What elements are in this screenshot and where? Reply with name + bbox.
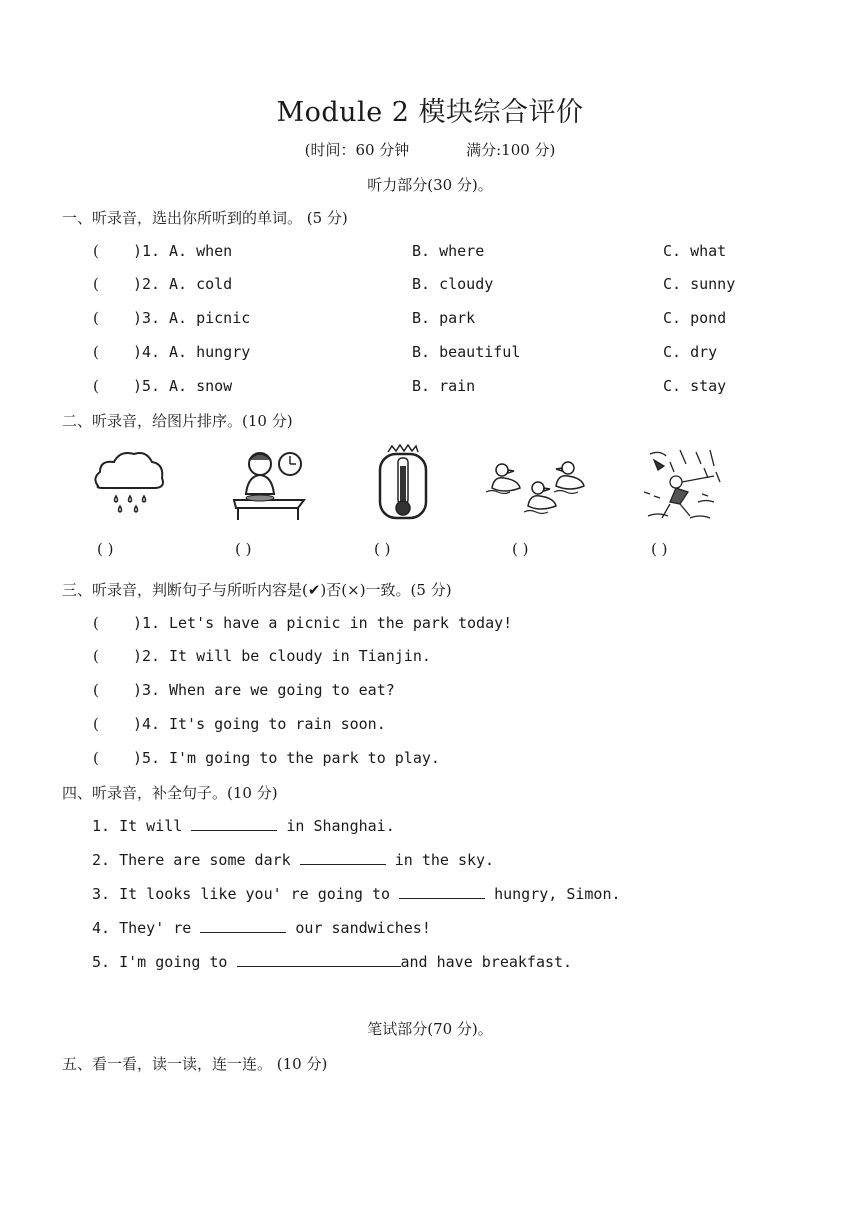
sentence: It's going to rain soon. [169,715,386,733]
answer-blank[interactable] [200,918,286,933]
item-number: 2. [92,851,111,869]
rain-cloud-icon [90,448,168,518]
answer-blank[interactable] [399,884,485,899]
picture-order-paren: ( ) [651,540,668,558]
sentence-start: It looks like you' re going to [119,885,391,903]
sentence: When are we going to eat? [169,681,395,699]
sentence-end: in the sky. [394,851,495,869]
option-a: A. cold [169,275,233,293]
answer-paren: ( [93,647,99,665]
section4-heading: 四、听录音，补全句子。(10 分) [62,784,278,802]
sentence-end: our sandwiches! [295,919,431,937]
item-number: 3. [92,885,111,903]
item-number: )3. [133,309,161,327]
fill-blank-item [92,952,572,971]
item-number: )4. [133,715,161,733]
answer-blank[interactable] [191,816,277,831]
option-c: C. what [663,242,727,260]
item-number: )2. [133,647,161,665]
sentence: It will be cloudy in Tianjin. [169,647,431,665]
picture-order-paren: ( ) [97,540,114,558]
sentence-start: I'm going to [119,953,228,971]
option-c: C. stay [663,377,727,395]
writing-heading: 笔试部分(70 分)。 [367,1020,493,1038]
answer-paren: ( [93,309,99,327]
option-b: B. where [412,242,485,260]
storm-icon [640,446,724,526]
exam-score: 满分:100 分) [466,141,556,159]
answer-paren: ( [93,614,99,632]
boy-eating-icon [228,444,310,522]
option-b: B. cloudy [412,275,494,293]
item-number: )1. [133,242,161,260]
option-b: B. park [412,309,476,327]
page-title: Module 2 模块综合评价 [276,97,584,128]
item-number: )4. [133,343,161,361]
fill-blank-item [92,918,431,937]
answer-paren: ( [93,715,99,733]
exam-info [0,139,860,160]
item-number: )2. [133,275,161,293]
answer-paren: ( [93,749,99,767]
fill-blank-item [92,816,395,835]
option-a: A. snow [169,377,233,395]
ducks-icon [484,456,592,520]
answer-paren: ( [93,242,99,260]
sentence-start: There are some dark [119,851,291,869]
exam-time: (时间：60 分钟 [304,141,410,159]
option-c: C. pond [663,309,727,327]
section5-heading: 五、看一看，读一读，连一连。 (10 分) [62,1055,328,1073]
option-b: B. rain [412,377,476,395]
fill-blank-item [92,850,494,869]
answer-paren: ( [93,343,99,361]
option-a: A. picnic [169,309,251,327]
listening-heading: 听力部分(30 分)。 [367,176,493,194]
answer-paren: ( [93,377,99,395]
sentence: I'm going to the park to play. [169,749,440,767]
fill-blank-item [92,884,621,903]
option-c: C. dry [663,343,718,361]
option-c: C. sunny [663,275,736,293]
sentence-start: They' re [119,919,192,937]
item-number: )3. [133,681,161,699]
picture-order-paren: ( ) [235,540,252,558]
thermometer-icon [374,444,432,524]
item-number: 4. [92,919,111,937]
picture-order-paren: ( ) [374,540,391,558]
picture-order-paren: ( ) [512,540,529,558]
option-a: A. hungry [169,343,251,361]
item-number: )5. [133,377,161,395]
section1-heading: 一、听录音，选出你所听到的单词。 (5 分) [62,209,348,227]
sentence-end: in Shanghai. [286,817,395,835]
option-b: B. beautiful [412,343,521,361]
answer-blank[interactable] [237,952,401,967]
section3-heading: 三、听录音，判断句子与所听内容是(✔)否(×)一致。(5 分) [62,581,452,599]
sentence-end: hungry, Simon. [494,885,621,903]
item-number: 1. [92,817,111,835]
answer-paren: ( [93,275,99,293]
option-a: A. when [169,242,233,260]
sentence-end: and have breakfast. [400,953,573,971]
answer-blank[interactable] [300,850,386,865]
item-number: )5. [133,749,161,767]
answer-paren: ( [93,681,99,699]
section2-heading: 二、听录音，给图片排序。(10 分) [62,412,293,430]
item-number: 5. [92,953,111,971]
sentence-start: It will [119,817,183,835]
item-number: )1. [133,614,161,632]
sentence: Let's have a picnic in the park today! [169,614,513,632]
